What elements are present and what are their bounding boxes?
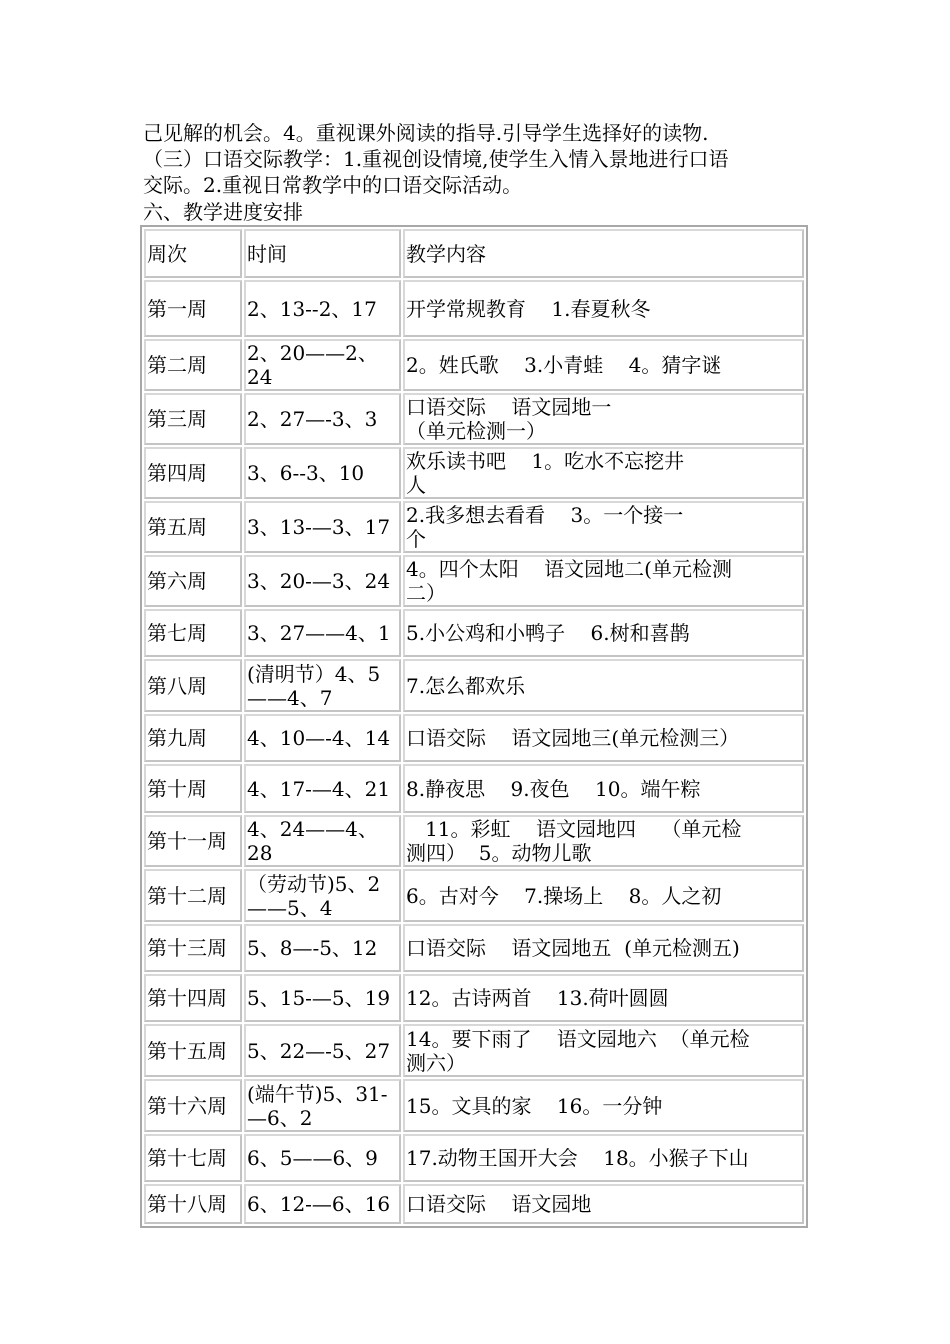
- week-cell: 第七周: [144, 609, 242, 657]
- schedule-table-body: [144, 229, 804, 1224]
- table-row: [144, 393, 804, 445]
- content-cell: 欢乐读书吧 1。吃水不忘挖井 人: [403, 447, 804, 499]
- time-cell: 3、20-—3、24: [244, 555, 401, 607]
- section-heading: 六、教学进度安排: [143, 200, 303, 224]
- content-cell: 12。古诗两首 13.荷叶圆圆: [403, 974, 804, 1022]
- content-cell: 口语交际 语文园地五 (单元检测五): [403, 924, 804, 972]
- time-cell: 2、13--2、17: [244, 280, 401, 337]
- week-cell: 第十周: [144, 764, 242, 813]
- week-cell: 第十二周: [144, 869, 242, 922]
- table-row: [144, 869, 804, 922]
- table-row: [144, 1024, 804, 1077]
- week-cell: 第一周: [144, 280, 242, 337]
- intro-line: 己见解的机会。4。重视课外阅读的指导.引导学生选择好的读物.: [143, 121, 709, 145]
- schedule-table: [140, 225, 808, 1228]
- content-cell: 6。古对今 7.操场上 8。人之初: [403, 869, 804, 922]
- header-time: 时间: [244, 229, 401, 278]
- content-cell: 开学常规教育 1.春夏秋冬: [403, 280, 804, 337]
- time-cell: （劳动节)5、2 ——5、4: [244, 869, 401, 922]
- time-cell: 4、24——4、28: [244, 815, 401, 867]
- intro-line: 交际。2.重视日常教学中的口语交际活动。: [143, 173, 523, 197]
- content-cell: 8.静夜思 9.夜色 10。端午粽: [403, 764, 804, 813]
- table-row: [144, 447, 804, 499]
- time-cell: 5、15-—5、19: [244, 974, 401, 1022]
- content-cell: 11。彩虹 语文园地四 （单元检 测四） 5。动物儿歌: [403, 815, 804, 867]
- content-cell: 17.动物王国开大会 18。小猴子下山: [403, 1134, 804, 1182]
- week-cell: 第八周: [144, 659, 242, 712]
- content-cell: 口语交际 语文园地一 （单元检测一）: [403, 393, 804, 445]
- header-week: 周次: [144, 229, 242, 278]
- content-cell: 7.怎么都欢乐: [403, 659, 804, 712]
- time-cell: 4、10—-4、14: [244, 714, 401, 762]
- intro-paragraph: [143, 120, 823, 198]
- week-cell: 第十七周: [144, 1134, 242, 1182]
- time-cell: 2、20——2、24: [244, 339, 401, 391]
- content-cell: 口语交际 语文园地: [403, 1184, 804, 1224]
- time-cell: 6、12-—6、16: [244, 1184, 401, 1224]
- time-cell: 3、13-—3、17: [244, 501, 401, 553]
- content-cell: 2。姓氏歌 3.小青蛙 4。猜字谜: [403, 339, 804, 391]
- table-row: [144, 1134, 804, 1182]
- week-cell: 第六周: [144, 555, 242, 607]
- table-row: [144, 339, 804, 391]
- week-cell: 第十六周: [144, 1079, 242, 1132]
- week-cell: 第十八周: [144, 1184, 242, 1224]
- week-cell: 第十五周: [144, 1024, 242, 1077]
- time-cell: 3、6--3、10: [244, 447, 401, 499]
- week-cell: 第三周: [144, 393, 242, 445]
- time-cell: 2、27—-3、3: [244, 393, 401, 445]
- table-row: [144, 1079, 804, 1132]
- table-row: [144, 659, 804, 712]
- content-cell: 口语交际 语文园地三(单元检测三）: [403, 714, 804, 762]
- table-row: [144, 609, 804, 657]
- table-row: [144, 1184, 804, 1224]
- intro-line: （三）口语交际教学：1.重视创设情境,使学生入情入景地进行口语: [143, 147, 729, 171]
- week-cell: 第十四周: [144, 974, 242, 1022]
- content-cell: 5.小公鸡和小鸭子 6.树和喜鹊: [403, 609, 804, 657]
- table-row: [144, 280, 804, 337]
- table-row: [144, 501, 804, 553]
- week-cell: 第十一周: [144, 815, 242, 867]
- content-cell: 4。四个太阳 语文园地二(单元检测 二）: [403, 555, 804, 607]
- time-cell: 5、22—-5、27: [244, 1024, 401, 1077]
- content-cell: 14。要下雨了 语文园地六 （单元检 测六）: [403, 1024, 804, 1077]
- table-header-row: [144, 229, 804, 278]
- table-row: [144, 764, 804, 813]
- time-cell: (端午节)5、31- —6、2: [244, 1079, 401, 1132]
- time-cell: 3、27——4、1: [244, 609, 401, 657]
- content-cell: 2.我多想去看看 3。一个接一 个: [403, 501, 804, 553]
- table-row: [144, 974, 804, 1022]
- week-cell: 第九周: [144, 714, 242, 762]
- week-cell: 第四周: [144, 447, 242, 499]
- time-cell: 5、8—-5、12: [244, 924, 401, 972]
- week-cell: 第五周: [144, 501, 242, 553]
- table-row: [144, 555, 804, 607]
- content-cell: 15。文具的家 16。一分钟: [403, 1079, 804, 1132]
- week-cell: 第十三周: [144, 924, 242, 972]
- table-row: [144, 924, 804, 972]
- header-content: 教学内容: [403, 229, 804, 278]
- time-cell: 6、5——6、9: [244, 1134, 401, 1182]
- time-cell: (清明节）4、5 ——4、7: [244, 659, 401, 712]
- time-cell: 4、17-—4、21: [244, 764, 401, 813]
- table-row: [144, 714, 804, 762]
- table-row: [144, 815, 804, 867]
- week-cell: 第二周: [144, 339, 242, 391]
